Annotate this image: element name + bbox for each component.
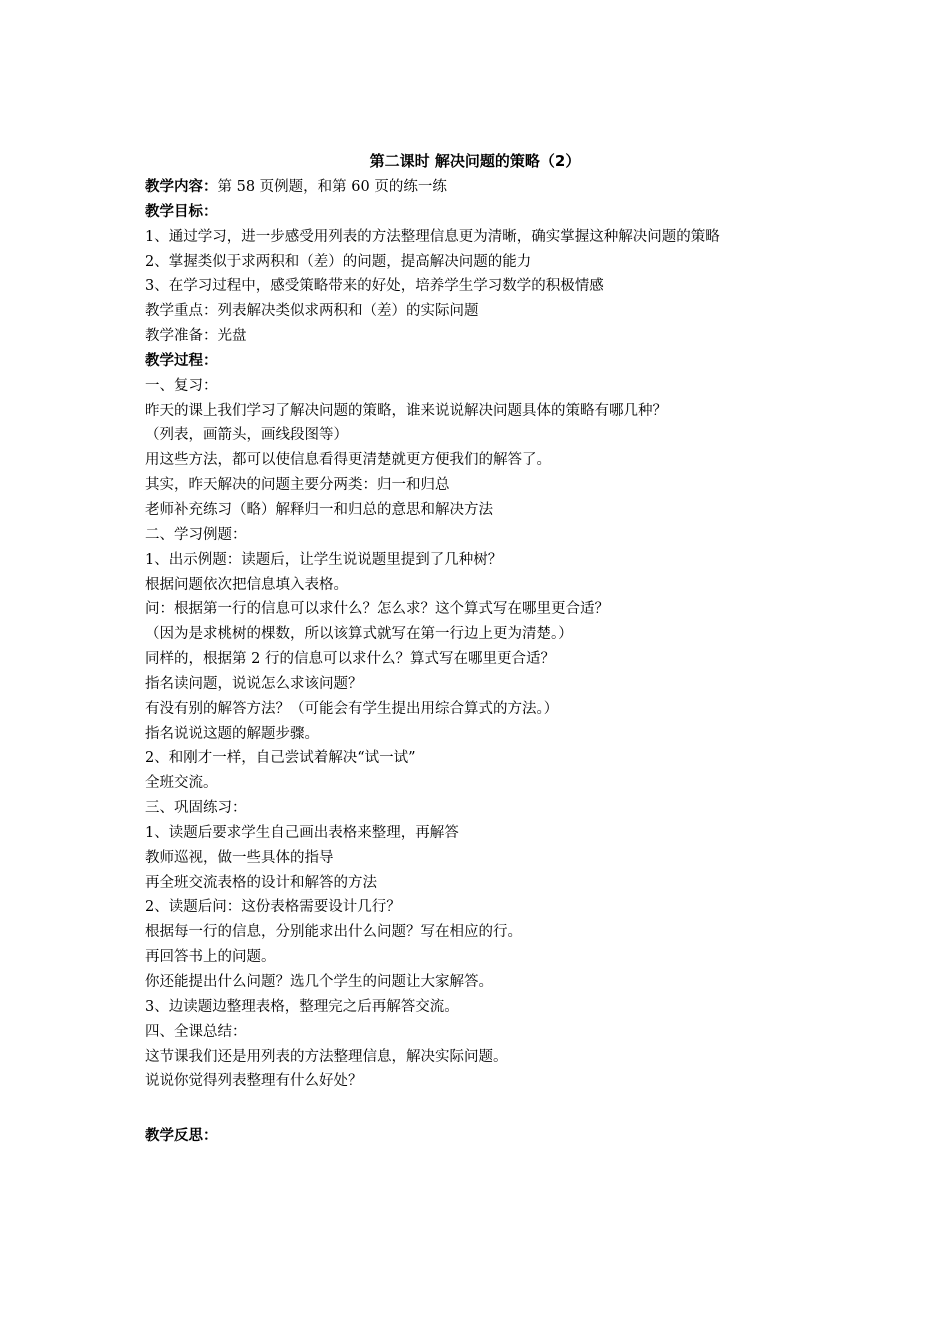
process-line: 其实，昨天解决的问题主要分两类：归一和归总 [145,477,450,494]
process-line: 指名读问题，说说怎么求该问题？ [145,675,363,692]
process-line: 再全班交流表格的设计和解答的方法 [145,874,377,891]
teaching-focus-line: 教学重点：列表解决类似求两积和（差）的实际问题 [145,303,479,320]
process-line: 根据每一行的信息，分别能求出什么问题？写在相应的行。 [145,924,522,941]
process-line: 再回答书上的问题。 [145,949,276,966]
process-line: 老师补充练习（略）解释归一和归总的意思和解决方法 [145,501,493,518]
process-line: 1、读题后要求学生自己画出表格来整理，再解答 [145,824,459,841]
teaching-goal-item: 3、在学习过程中，感受策略带来的好处，培养学生学习数学的积极情感 [145,278,604,295]
process-section-heading: 三、巩固练习： [145,800,247,817]
document-title: 第二课时 解决问题的策略（2） [369,152,581,170]
process-line: 1、出示例题：读题后，让学生说说题里提到了几种树？ [145,551,503,568]
teaching-content-line [145,175,845,200]
process-line: （列表，画箭头，画线段图等） [145,427,348,444]
process-line: 同样的，根据第 2 行的信息可以求什么？算式写在哪里更合适？ [145,651,555,668]
process-line: 全班交流。 [145,775,218,792]
process-section-heading: 二、学习例题： [145,526,247,543]
teaching-goal-item: 1、通过学习，进一步感受用列表的方法整理信息更为清晰，确实掌握这种解决问题的策略 [145,228,720,245]
teaching-goal-item: 2、掌握类似于求两积和（差）的问题，提高解决问题的能力 [145,253,532,270]
teaching-content-label: 教学内容： [145,179,218,195]
process-line: 教师巡视，做一些具体的指导 [145,849,334,866]
process-line: 用这些方法，都可以使信息看得更清楚就更方便我们的解答了。 [145,452,551,469]
process-line: 3、边读题边整理表格，整理完之后再解答交流。 [145,998,459,1015]
document-body [145,175,845,1094]
teaching-process-label: 教学过程： [145,352,218,369]
process-line: 2、和刚才一样，自己尝试着解决“试一试” [145,750,416,767]
teaching-content-text: 第 58 页例题，和第 60 页的练一练 [217,179,447,195]
process-line: 2、读题后问：这份表格需要设计几行？ [145,899,401,916]
process-section-heading: 一、复习： [145,377,218,394]
process-line: 问：根据第一行的信息可以求什么？怎么求？这个算式写在哪里更合适？ [145,601,609,618]
process-line: 根据问题依次把信息填入表格。 [145,576,348,593]
teaching-reflection-label: 教学反思： [145,1128,218,1144]
process-line: （因为是求桃树的棵数，所以该算式就写在第一行边上更为清楚。） [145,626,573,643]
process-line: 这节课我们还是用列表的方法整理信息，解决实际问题。 [145,1048,508,1065]
process-line: 说说你觉得列表整理有什么好处？ [145,1073,363,1090]
process-line: 昨天的课上我们学习了解决问题的策略，谁来说说解决问题具体的策略有哪几种？ [145,402,667,419]
teaching-goals-label: 教学目标： [145,203,218,220]
teaching-preparation-line: 教学准备：光盘 [145,328,247,345]
process-line: 有没有别的解答方法？（可能会有学生提出用综合算式的方法。） [145,700,559,717]
process-line: 你还能提出什么问题？选几个学生的问题让大家解答。 [145,974,493,990]
process-line: 指名说说这题的解题步骤。 [145,725,319,742]
process-section-heading: 四、全课总结： [145,1023,247,1040]
